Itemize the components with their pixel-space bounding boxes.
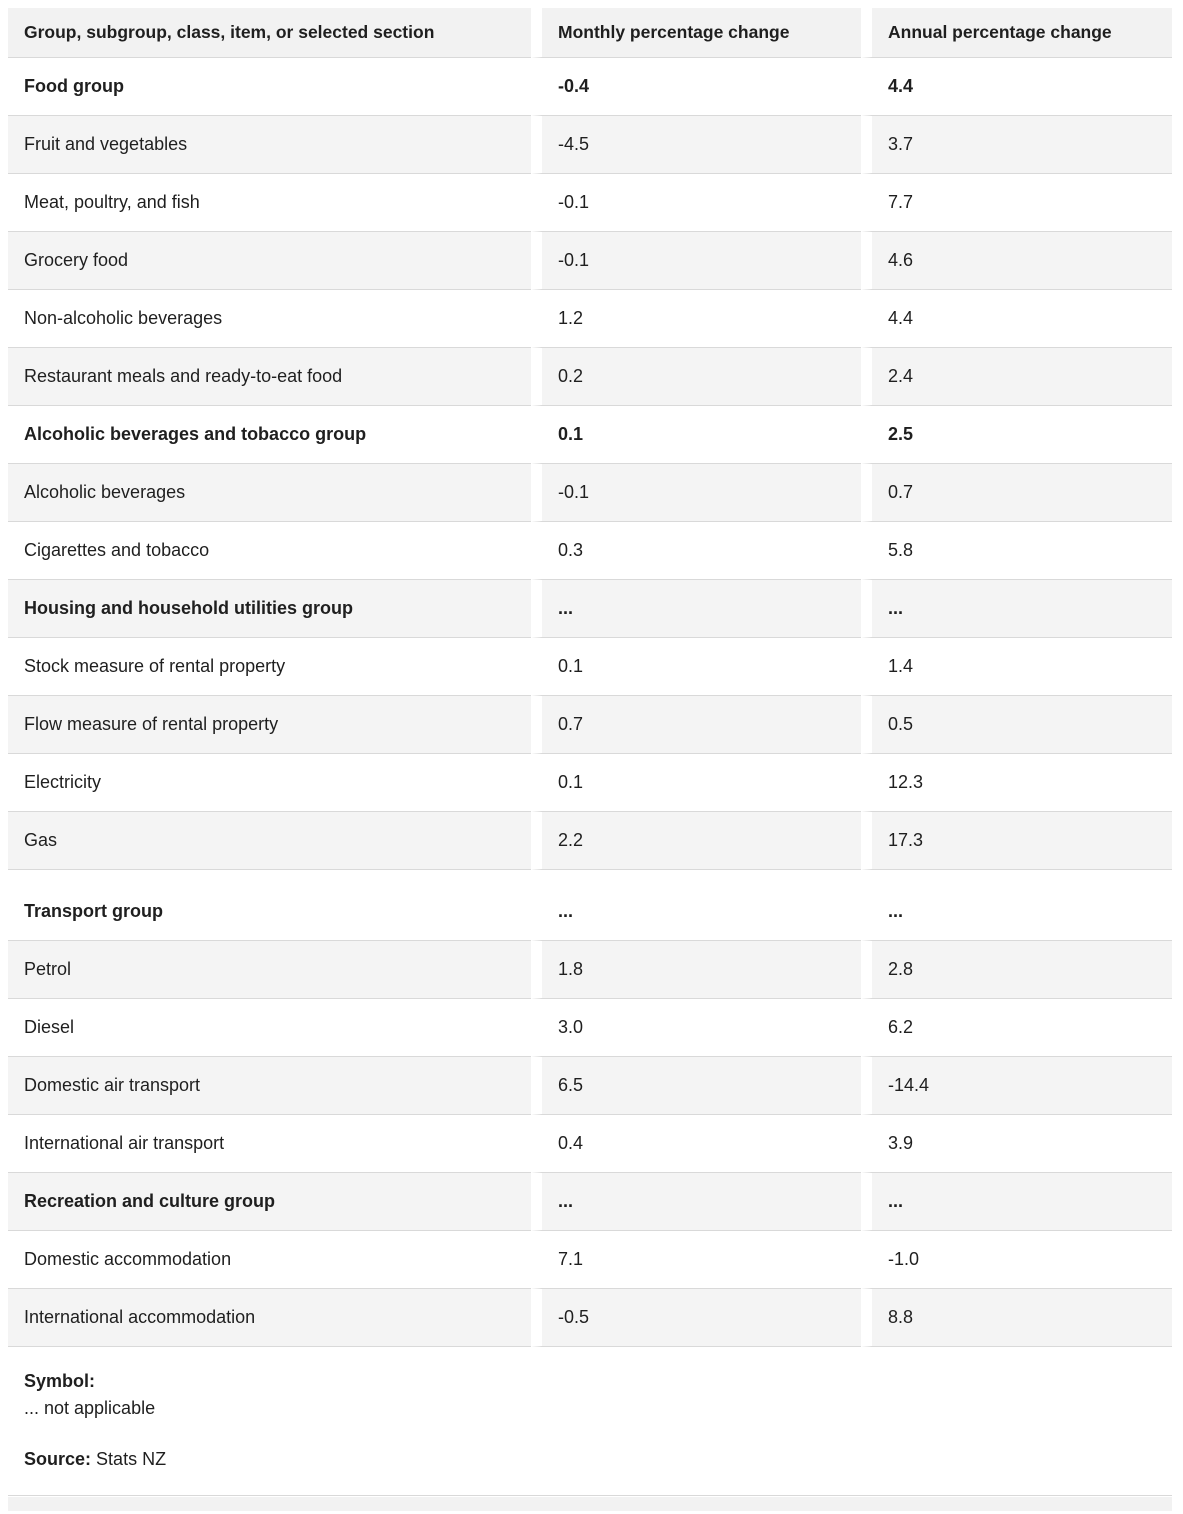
source-label: Source: <box>24 1449 92 1469</box>
annual-value-cell: 8.8 <box>861 1289 1172 1347</box>
annual-value-cell: -1.0 <box>861 1231 1172 1289</box>
monthly-value-cell: 0.1 <box>531 638 861 696</box>
table-row <box>8 290 1172 348</box>
monthly-value-cell: 1.2 <box>531 290 861 348</box>
row-label-cell: Fruit and vegetables <box>8 116 531 174</box>
table-section-gap <box>8 870 1172 883</box>
annual-value-cell: 4.6 <box>861 232 1172 290</box>
table-row <box>8 58 1172 116</box>
table-row <box>8 1231 1172 1289</box>
annual-value-cell: 17.3 <box>861 812 1172 870</box>
annual-value-cell: ... <box>861 1173 1172 1231</box>
monthly-value-cell: -0.1 <box>531 174 861 232</box>
symbol-note: ... not applicable <box>24 1398 156 1418</box>
row-label-cell: Gas <box>8 812 531 870</box>
table-row <box>8 1173 1172 1231</box>
monthly-value-cell: -0.1 <box>531 464 861 522</box>
monthly-value-cell: 0.4 <box>531 1115 861 1173</box>
annual-value-cell: ... <box>861 580 1172 638</box>
column-header-group: Group, subgroup, class, item, or selected section <box>8 8 531 58</box>
header-row <box>8 8 1172 58</box>
column-header-annual: Annual percentage change <box>861 8 1172 58</box>
table-row <box>8 580 1172 638</box>
annual-value-cell: 12.3 <box>861 754 1172 812</box>
table-row <box>8 464 1172 522</box>
table-row <box>8 1289 1172 1347</box>
table-row <box>8 754 1172 812</box>
monthly-value-cell: ... <box>531 580 861 638</box>
table-row <box>8 406 1172 464</box>
row-label-cell: Domestic air transport <box>8 1057 531 1115</box>
annual-value-cell: 2.8 <box>861 941 1172 999</box>
table-row <box>8 348 1172 406</box>
monthly-value-cell: -0.5 <box>531 1289 861 1347</box>
annual-value-cell: 3.7 <box>861 116 1172 174</box>
source-value: Stats NZ <box>96 1449 167 1469</box>
monthly-value-cell: 0.1 <box>531 754 861 812</box>
row-label-cell: Grocery food <box>8 232 531 290</box>
monthly-value-cell: -0.4 <box>531 58 861 116</box>
table-row <box>8 1057 1172 1115</box>
source-line <box>24 1447 1156 1471</box>
row-label-cell: International air transport <box>8 1115 531 1173</box>
monthly-value-cell: -0.1 <box>531 232 861 290</box>
row-label-cell: Alcoholic beverages and tobacco group <box>8 406 531 464</box>
row-label-cell: Food group <box>8 58 531 116</box>
annual-value-cell: 2.4 <box>861 348 1172 406</box>
cpi-table-upper <box>8 8 1172 870</box>
table-body-lower <box>8 883 1172 1347</box>
monthly-value-cell: ... <box>531 883 861 941</box>
table-row <box>8 232 1172 290</box>
annual-value-cell: 4.4 <box>861 58 1172 116</box>
table-row <box>8 522 1172 580</box>
monthly-value-cell: 1.8 <box>531 941 861 999</box>
symbol-heading: Symbol: <box>24 1371 96 1391</box>
annual-value-cell: 0.5 <box>861 696 1172 754</box>
row-label-cell: Transport group <box>8 883 531 941</box>
table-header <box>8 8 1172 58</box>
row-label-cell: Restaurant meals and ready-to-eat food <box>8 348 531 406</box>
monthly-value-cell: -4.5 <box>531 116 861 174</box>
table-row <box>8 999 1172 1057</box>
row-label-cell: Non-alcoholic beverages <box>8 290 531 348</box>
next-table-edge <box>8 1496 1172 1511</box>
annual-value-cell: 3.9 <box>861 1115 1172 1173</box>
table-row <box>8 116 1172 174</box>
monthly-value-cell: 0.2 <box>531 348 861 406</box>
monthly-value-cell: 2.2 <box>531 812 861 870</box>
monthly-value-cell: 0.3 <box>531 522 861 580</box>
annual-value-cell: 5.8 <box>861 522 1172 580</box>
annual-value-cell: ... <box>861 883 1172 941</box>
monthly-value-cell: ... <box>531 1173 861 1231</box>
table-body-upper <box>8 58 1172 870</box>
column-header-monthly: Monthly percentage change <box>531 8 861 58</box>
monthly-value-cell: 0.1 <box>531 406 861 464</box>
row-label-cell: Flow measure of rental property <box>8 696 531 754</box>
cpi-table-lower <box>8 883 1172 1347</box>
monthly-value-cell: 3.0 <box>531 999 861 1057</box>
row-label-cell: Stock measure of rental property <box>8 638 531 696</box>
row-label-cell: Alcoholic beverages <box>8 464 531 522</box>
annual-value-cell: 7.7 <box>861 174 1172 232</box>
table-row <box>8 174 1172 232</box>
annual-value-cell: 6.2 <box>861 999 1172 1057</box>
row-label-cell: Petrol <box>8 941 531 999</box>
row-label-cell: Electricity <box>8 754 531 812</box>
table-row <box>8 1115 1172 1173</box>
row-label-cell: International accommodation <box>8 1289 531 1347</box>
table-row <box>8 696 1172 754</box>
row-label-cell: Housing and household utilities group <box>8 580 531 638</box>
table-row <box>8 638 1172 696</box>
monthly-value-cell: 0.7 <box>531 696 861 754</box>
row-label-cell: Diesel <box>8 999 531 1057</box>
row-label-cell: Recreation and culture group <box>8 1173 531 1231</box>
annual-value-cell: 2.5 <box>861 406 1172 464</box>
row-label-cell: Domestic accommodation <box>8 1231 531 1289</box>
annual-value-cell: 4.4 <box>861 290 1172 348</box>
row-label-cell: Cigarettes and tobacco <box>8 522 531 580</box>
table-row <box>8 812 1172 870</box>
table-row <box>8 941 1172 999</box>
annual-value-cell: -14.4 <box>861 1057 1172 1115</box>
monthly-value-cell: 6.5 <box>531 1057 861 1115</box>
table-footer <box>8 1347 1172 1496</box>
monthly-value-cell: 7.1 <box>531 1231 861 1289</box>
row-label-cell: Meat, poultry, and fish <box>8 174 531 232</box>
annual-value-cell: 1.4 <box>861 638 1172 696</box>
annual-value-cell: 0.7 <box>861 464 1172 522</box>
table-row <box>8 883 1172 941</box>
